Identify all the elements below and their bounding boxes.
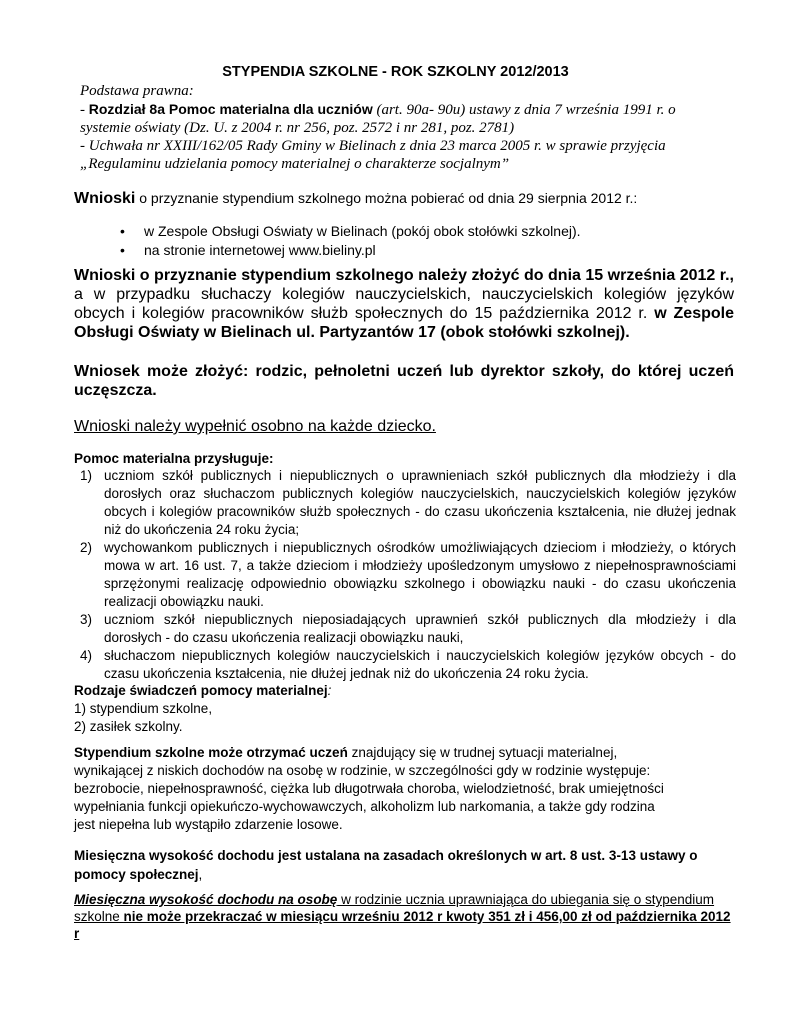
list-item: 2) zasiłek szkolny. <box>74 719 183 734</box>
list-item <box>74 539 736 611</box>
legal-basis-line-1 <box>80 100 720 137</box>
deadline-date: Wnioski o przyznanie stypendium szkolnego należy złożyć do dnia 15 września 2012 r., <box>74 267 734 284</box>
applications-places-list <box>120 222 581 260</box>
legal-basis-chapter: Rozdział 8a Pomoc materialna dla uczniów <box>88 101 373 117</box>
income-rule <box>74 846 734 884</box>
separate-notice-text: Wnioski należy wypełnić osobno na każde dziecko. <box>74 418 436 435</box>
list-item-text: słuchaczom niepublicznych kolegiów nauczycielskich i nauczycielskich kolegiów języków obcych - do czasu ukończenia kształcenia, nie dłużej jednak niż do ukończenia 24 roku życia. <box>104 648 736 681</box>
list-item-text: uczniom szkół niepublicznych nieposiadających uprawnień szkół publicznych dla młodzieży i dla dorosłych - do czasu ukończenia realizacji obowiązku nauki, <box>104 612 736 645</box>
eligibility-list <box>74 467 736 683</box>
list-item-text: uczniom szkół publicznych i niepublicznych o uprawnieniach szkół publicznych dla młodzieży i dla dorosłych oraz słuchaczom publicznych kolegiów nauczycielskich, nauczycielskich kolegiów języków obcych i kolegiów pracowników służb społecznych - do czasu ukończenia kształcenia, nie dłużej jednak niż do ukończenia 24 roku życia; <box>104 468 736 537</box>
list-item-number: 4) <box>80 648 93 663</box>
list-item <box>74 467 736 539</box>
list-item: 1) stypendium szkolne, <box>74 701 213 716</box>
benefit-types-heading <box>74 682 734 700</box>
income-limit <box>74 891 734 942</box>
deadline-details: a w przypadku słuchaczy kolegiów nauczycielskich, nauczycielskich kolegiów języków obcych i kolegiów pracowników służb społecznych do 15 października 2012 r. <box>74 286 734 322</box>
income-limit-lead: Miesięczna wysokość dochodu na osobę <box>74 892 338 907</box>
legal-basis-heading: Podstawa prawna: <box>80 83 194 99</box>
list-item <box>74 647 736 683</box>
legal-basis-line-2: - Uchwała nr XXIII/162/05 Rady Gminy w Bielinach z dnia 23 marca 2005 r. w sprawie przyjęcia „Regulaminu udzielania pomocy materialnej o charakterze socjalnym” <box>80 138 666 172</box>
list-item-text: wychowankom publicznych i niepublicznych ośrodków umożliwiających dzieciom i młodzieży, o których mowa w art. 16 ust. 7, a także dzieciom i młodzieży upośledzonym umysłowo z niepełnosprawnościami sprzężonymi realizację odpowiednio obowiązku szkolnego i obowiązku nauki - do czasu ukończenia realizacji obowiązku nauki. <box>104 540 736 609</box>
list-item-number: 3) <box>80 612 93 627</box>
legal-basis <box>80 82 720 173</box>
income-rule-text: Miesięczna wysokość dochodu jest ustalana na zasadach określonych w art. 8 ust. 3-13 ustawy o pomocy społecznej <box>74 848 698 882</box>
benefit-types <box>74 682 734 736</box>
applications-lead-rest: o przyznanie stypendium szkolnego można pobierać od dnia 29 sierpnia 2012 r.: <box>135 190 638 206</box>
deadline-paragraph <box>74 266 734 342</box>
scholarship-text: znajdujący się w trudnej sytuacji materialnej, wynikającej z niskich dochodów na osobę w rodzinie, w szczególności gdy w rodzinie występuje: bezrobocie, niepełnosprawność, ciężka lub długotrwała choroba, wielodzietność, brak umiejętności wypełniania funkcji opiekuńczo-wychowawczych, alkoholizm lub narkomania, a także gdy rodzina jest niepełna lub wystąpiło zdarzenie losowe. <box>74 745 664 832</box>
scholarship-lead: Stypendium szkolne może otrzymać uczeń <box>74 745 348 760</box>
page-title: STYPENDIA SZKOLNE - ROK SZKOLNY 2012/2013 <box>222 64 569 80</box>
income-rule-tail: , <box>198 867 203 882</box>
list-item: • w Zespole Obsługi Oświaty w Bielinach (pokój obok stołówki szkolnej). <box>120 222 581 241</box>
legal-basis-dash: - <box>80 102 89 118</box>
list-item-number: 1) <box>80 468 93 483</box>
deadline-place: w Zespole Obsługi Oświaty w Bielinach ul. Partyzantów 17 (obok stołówki szkolnej). <box>74 305 734 341</box>
benefit-types-colon: : <box>327 683 332 698</box>
separate-notice <box>74 418 734 436</box>
applications-lead: Wnioski <box>74 190 136 207</box>
eligibility-heading: Pomoc materialna przysługuje: <box>74 451 274 466</box>
income-limit-amount: nie może przekraczać w miesiącu wrześniu 2012 r kwoty 351 zł i 456,00 zł od października 2012 r <box>74 909 731 941</box>
scholarship-paragraph <box>74 744 664 834</box>
who-can-submit: Wniosek może złożyć: rodzic, pełnoletni uczeń lub dyrektor szkoły, do której uczeń uczęszcza. <box>74 363 734 399</box>
income-limit-text: w rodzinie ucznia uprawniająca do ubiegania się o stypendium szkolne <box>74 892 715 924</box>
benefit-types-heading-text: Rodzaje świadczeń pomocy materialnej <box>74 683 328 698</box>
list-item-number: 2) <box>80 540 93 555</box>
legal-basis-act: (art. 90a- 90u) ustawy z dnia 7 września 1991 r. o systemie oświaty (Dz. U. z 2004 r. nr 256, poz. 2572 i nr 281, poz. 2781) <box>80 102 676 136</box>
applications-paragraph <box>74 190 734 208</box>
list-item: • na stronie internetowej www.bieliny.pl <box>120 241 581 260</box>
list-item <box>74 611 736 647</box>
